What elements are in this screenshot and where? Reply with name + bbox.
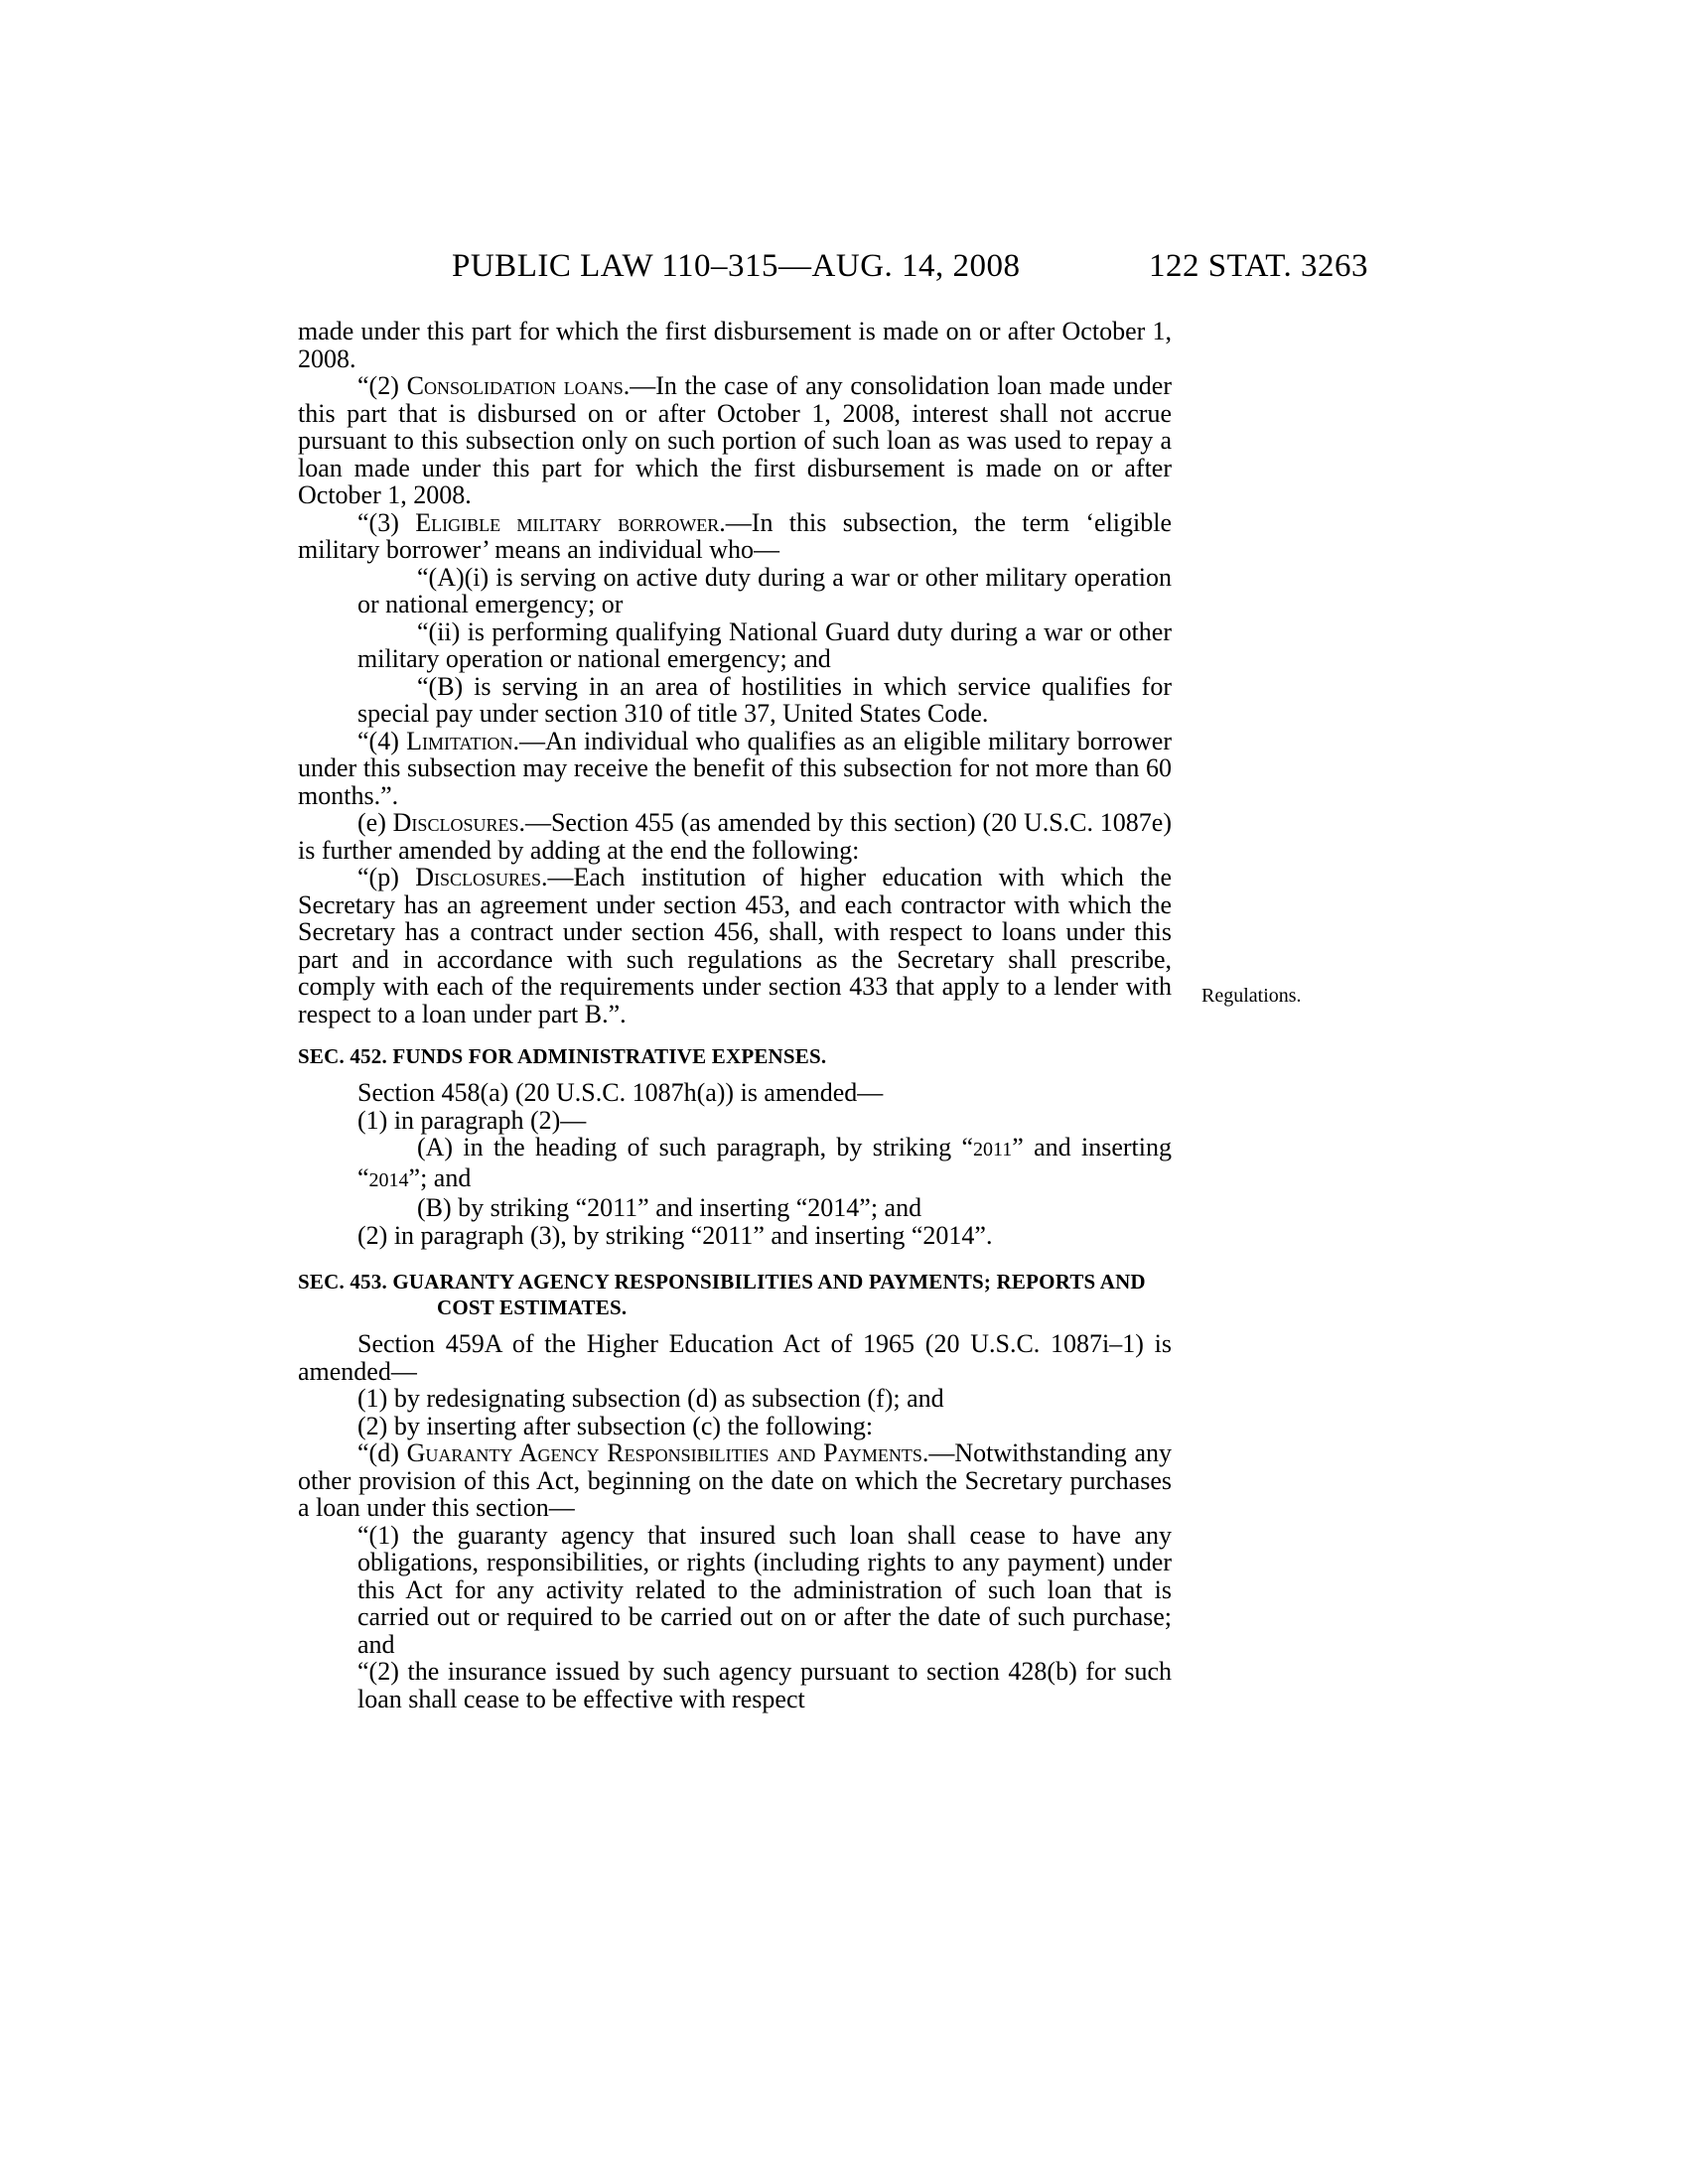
section-heading-452: SEC. 452. FUNDS FOR ADMINISTRATIVE EXPENSES.	[298, 1044, 827, 1068]
paragraph-guaranty-agency: “(d) Guaranty Agency Responsibilities and Payments.—Notwithstanding any other provision of this Act, beginning on the date on which the Secretary purchases a loan under this section—	[298, 1438, 1172, 1522]
paragraph-eligible-military-borrower: “(3) Eligible military borrower.—In this subsection, the term ‘eligible military borrower’ means an individual who—	[298, 507, 1173, 564]
section-heading-453: SEC. 453. GUARANTY AGENCY RESPONSIBILITIES AND PAYMENTS; REPORTS AND COST ESTIMATES.	[298, 1270, 1146, 1319]
paragraph: (2) in paragraph (3), by striking “2011” and inserting “2014”.	[357, 1220, 993, 1250]
paragraph: Section 458(a) (20 U.S.C. 1087h(a)) is amended—	[357, 1078, 884, 1107]
clause: (B) by striking “2011” and inserting “2014”; and	[417, 1193, 922, 1222]
paragraph-heading: Disclosures	[392, 808, 519, 837]
clause: (A) in the heading of such paragraph, by striking “2011” and inserting “2014”; and	[357, 1133, 1172, 1192]
clause: “(2) the insurance issued by such agency pursuant to section 428(b) for such loan shall cease to be effective with respect	[357, 1657, 1172, 1713]
paragraph-heading: Limitation	[406, 726, 513, 755]
margin-note: Regulations.	[1201, 985, 1302, 1007]
paragraph: Section 459A of the Higher Education Act of 1965 (20 U.S.C. 1087i–1) is amended—	[298, 1329, 1172, 1386]
statute-page-number: 122 STAT. 3263	[1148, 248, 1368, 284]
running-header	[452, 248, 1368, 288]
paragraph: (1) in paragraph (2)—	[357, 1105, 587, 1135]
document-body	[298, 318, 1172, 1712]
paragraph: made under this part for which the first disbursement is made on or after October 1, 2008.	[298, 317, 1172, 373]
paragraph-consolidation-loans: “(2) Consolidation loans.—In the case of any consolidation loan made under this part that is disbursed on or after October 1, 2008, interest shall not accrue pursuant to this subsection only on such portion of such loan as was used to repay a loan made under this part for which the first disbursement is made on or after October 1, 2008.	[298, 371, 1172, 509]
paragraph-heading: Eligible military borrower	[415, 507, 720, 537]
paragraph-heading: Guaranty Agency Responsibilities and Payments	[406, 1438, 922, 1467]
law-citation: PUBLIC LAW 110–315—AUG. 14, 2008	[452, 248, 1021, 284]
clause: “(B) is serving in an area of hostilities in which service qualifies for special pay under section 310 of title 37, United States Code.	[357, 671, 1172, 728]
paragraph: (1) by redesignating subsection (d) as subsection (f); and	[357, 1384, 944, 1413]
paragraph-limitation: “(4) Limitation.—An individual who qualifies as an eligible military borrower under this subsection may receive the benefit of this subsection for not more than 60 months.”.	[298, 726, 1173, 810]
paragraph: (2) by inserting after subsection (c) the following:	[357, 1411, 874, 1440]
clause: “(A)(i) is serving on active duty during a war or other military operation or national emergency; or	[357, 562, 1172, 618]
clause: “(ii) is performing qualifying National Guard duty during a war or other military operation or national emergency; and	[357, 616, 1172, 673]
paragraph-heading: Disclosures	[415, 863, 542, 891]
paragraph-disclosures-p: “(p) Disclosures.—Each institution of higher education with which the Secretary has an agreement under section 453, and each contractor with which the Secretary has a contract under section 456, shall, with respect to loans under this part and in accordance with such regulations as the Secretary shall prescribe, comply with each of the requirements under section 433 that apply to a lender with respect to a loan under part B.”.	[298, 863, 1172, 1028]
paragraph-heading: Consolidation loans	[406, 371, 624, 400]
paragraph-disclosures-e: (e) Disclosures.—Section 455 (as amended by this section) (20 U.S.C. 1087e) is further amended by adding at the end the following:	[298, 808, 1173, 865]
clause: “(1) the guaranty agency that insured such loan shall cease to have any obligations, responsibilities, or rights (including rights to any payment) under this Act for any activity related to the administration of such loan that is carried out or required to be carried out on or after the date of such purchase; and	[357, 1520, 1172, 1659]
